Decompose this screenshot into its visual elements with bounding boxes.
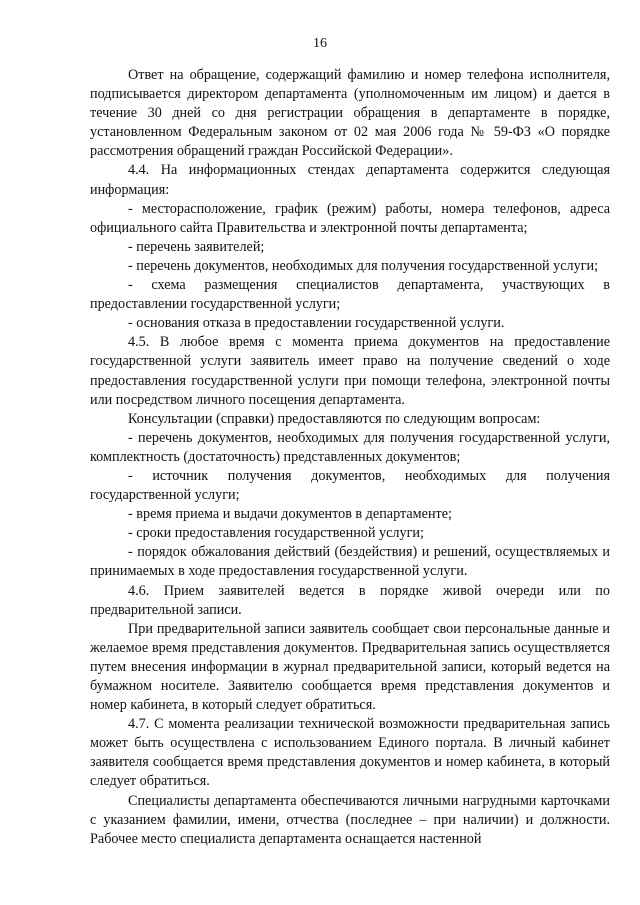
list-item: - время приема и выдачи документов в департаменте;	[128, 506, 452, 523]
list-item: - схема размещения специалистов департамента, участвующих в предоставлении государственной услуги;	[90, 277, 610, 313]
list-item: - месторасположение, график (режим) работы, номера телефонов, адреса официального сайта Правительства и электронной почты департамента;	[90, 200, 610, 236]
paragraph-4-6: 4.6. Прием заявителей ведется в порядке живой очереди или по предварительной записи.	[90, 582, 610, 618]
paragraph-4-5: 4.5. В любое время с момента приема документов на предоставление государственной услуги заявитель имеет право на получение сведений о ходе предоставления государственной услуги при помощи телефона, электронной почты или посредством личного посещения департамента.	[90, 334, 610, 408]
list-item: - перечень документов, необходимых для получения государственной услуги, комплектность (достаточность) представленных документов;	[90, 429, 610, 465]
list-item: - порядок обжалования действий (бездействия) и решений, осуществляемых и принимаемых в ходе предоставления государственной услуги.	[90, 544, 610, 580]
list-item: - сроки предоставления государственной услуги;	[128, 525, 424, 542]
paragraph-specialists: Специалисты департамента обеспечиваются личными нагрудными карточками с указанием фамилии, имени, отчества (последнее – при наличии) и должности. Рабочее место специалиста департамента оснащается настенной	[90, 792, 610, 847]
paragraph-4-7: 4.7. С момента реализации технической возможности предварительная запись может быть осуществлена с использованием Единого портала. В личный кабинет заявителя сообщается время представления документов и номер кабинета, в который следует обратиться.	[90, 716, 610, 790]
list-item: - источник получения документов, необходимых для получения государственной услуги;	[90, 467, 610, 504]
paragraph-4-4: 4.4. На информационных стендах департамента содержится следующая информация:	[90, 162, 610, 198]
body-text	[90, 66, 610, 849]
paragraph-response: Ответ на обращение, содержащий фамилию и номер телефона исполнителя, подписывается директором департамента (уполномоченным им лицом) и дается в течение 30 дней со дня регистрации обращения в департаменте в порядке, установленном Федеральным законом от 02 мая 2006 года № 59-ФЗ «О порядке рассмотрения обращений граждан Российской Федерации».	[90, 67, 610, 160]
page-number: 16	[313, 36, 327, 51]
paragraph-preliminary-record: При предварительной записи заявитель сообщает свои персональные данные и желаемое время представления документов. Предварительная запись осуществляется путем внесения информации в журнал предварительной записи, который ведется на бумажном носителе. Заявителю сообщается время представления документов и номер кабинета, в который следует обратиться.	[90, 620, 610, 714]
list-item: - перечень заявителей;	[128, 238, 265, 255]
list-item: - основания отказа в предоставлении государственной услуги.	[128, 315, 505, 332]
list-item: - перечень документов, необходимых для получения государственной услуги;	[128, 257, 599, 274]
paragraph-consultations: Консультации (справки) предоставляются по следующим вопросам:	[128, 410, 541, 427]
